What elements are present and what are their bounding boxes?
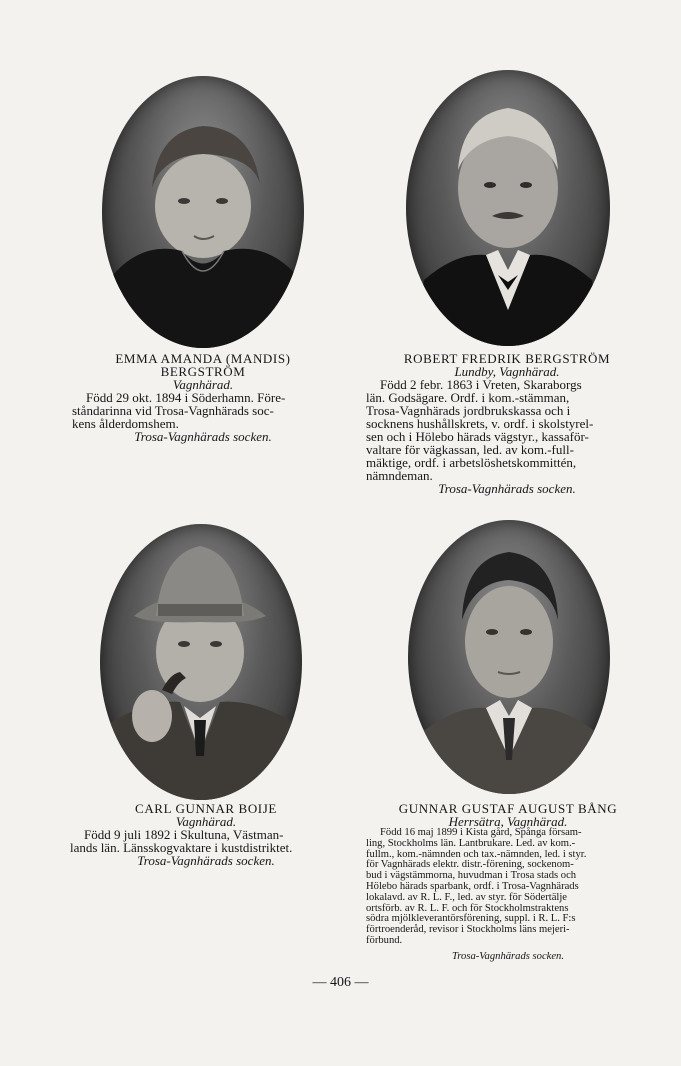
biography-line: förtroenderåd, revisor i Stockholms läns mejeri- [366, 924, 570, 936]
biography-line: ling, Stockholms län. Lantbrukare. Led. av kom.- [366, 837, 576, 849]
parish: Trosa-Vagnhärads socken. [137, 853, 275, 868]
portrait-photo-robert-bergstrom [406, 70, 610, 346]
biography-line: socknens hushållskrets, v. ordf. i skolstyrel- [366, 416, 594, 431]
biography-line: nämndeman. [366, 468, 433, 483]
biography-line: Född 29 okt. 1894 i Söderhamn. Före- [86, 390, 286, 405]
biography-line: län. Godsägare. Ordf. i kom.-stämman, [366, 390, 570, 405]
parish: Trosa-Vagnhärads socken. [451, 950, 565, 962]
person-name: ROBERT FREDRIK BERGSTRÖM [403, 351, 611, 366]
biography-line: sen och i Hölebo härads vägstyr., kassaför- [366, 429, 589, 444]
biography-line: mäktige, ordf. i arbetslöshetskommittén, [366, 455, 577, 470]
biography-line: förbund. [366, 934, 403, 946]
biography-line: valtare för vägkassan, led. av kom.-full- [366, 442, 574, 457]
biography-line: Född 16 maj 1899 i Kista gård, Spånga försam- [380, 827, 582, 838]
biography-line: fullm., kom.-nämnden och tax.-nämnden, led. i styr. [366, 848, 587, 860]
portrait-photo-gunnar-bang [408, 520, 610, 794]
biography-line: södra mjölkleverantörsförening, suppl. i R. L. F:s [366, 913, 576, 925]
biography-line: Född 2 febr. 1863 i Vreten, Skaraborgs [380, 377, 582, 392]
biography-line: bud i vägstämmorna, huvudman i Trosa stads och [366, 870, 577, 882]
page-number: — 406 — [312, 975, 369, 990]
biography-line: kens ålderdomshem. [72, 416, 179, 431]
biography-line: lands län. Länsskogvaktare i kustdistriktet. [70, 840, 293, 855]
biography-line: Trosa-Vagnhärads jordbrukskassa och i [366, 403, 571, 418]
biography-line: för Vagnhärads elektr. distr.-förening, sockenom- [366, 859, 574, 871]
portrait-illustration [408, 520, 610, 794]
parish: Trosa-Vagnhärads socken. [438, 481, 576, 496]
entry-caption [366, 352, 648, 496]
person-name: EMMA AMANDA (MANDIS) [115, 351, 291, 366]
biography-line: ståndarinna vid Trosa-Vagnhärads soc- [72, 403, 274, 418]
person-name-continued: BERGSTRÖM [160, 364, 246, 379]
entry-caption [72, 352, 334, 444]
parish: Trosa-Vagnhärads socken. [134, 429, 272, 444]
biography-line: Hölebo härads sparbank, ordf. i Trosa-Vagnhärads [366, 880, 579, 892]
biography-line: ortsförb. av R. L. F. och för Stockholmstraktens [366, 902, 569, 914]
biography-line: lokalavd. av R. L. F., led. av styr. för Södertälje [366, 891, 567, 903]
portrait-photo-emma-bergstrom [102, 76, 304, 348]
portrait-illustration [100, 524, 302, 800]
residence: Herrsätra, Vagnhärad. [448, 814, 568, 829]
portrait-illustration [102, 76, 304, 348]
portrait-illustration [406, 70, 610, 346]
portrait-photo-carl-boije [100, 524, 302, 800]
biography-line: Född 9 juli 1892 i Skultuna, Västman- [84, 827, 284, 842]
entry-caption [70, 802, 342, 868]
person-name: CARL GUNNAR BOIJE [135, 801, 277, 816]
residence: Lundby, Vagnhärad. [454, 364, 560, 379]
residence: Vagnhärad. [172, 377, 234, 392]
residence: Vagnhärad. [175, 814, 237, 829]
person-name: GUNNAR GUSTAF AUGUST BÅNG [398, 801, 618, 816]
entry-caption [366, 802, 650, 964]
